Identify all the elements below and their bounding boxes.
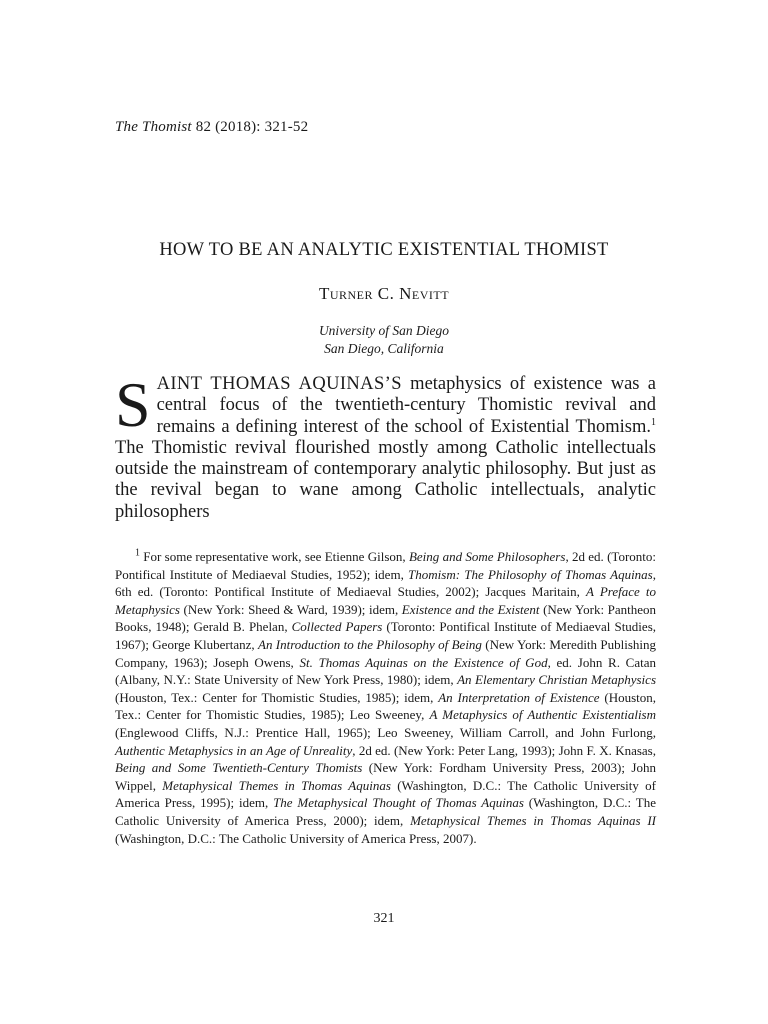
footnote-work-title: St. Thomas Aquinas on the Existence of God (299, 654, 548, 670)
footnote-text-run: (Washington, D.C.: The Catholic University of America Press, 2000); idem, (115, 795, 657, 828)
footnote (115, 548, 656, 847)
journal-name: The Thomist (115, 119, 192, 135)
article-title: HOW TO BE AN ANALYTIC EXISTENTIAL THOMIST (159, 240, 609, 260)
footnote-text (115, 549, 656, 846)
body-text-part1: metaphysics of existence was a central focus of the twentieth-century Thomistic revival and remains a defining interest of the school of Existential Thomism. (156, 374, 656, 437)
body-paragraph (115, 369, 656, 523)
article-author: Turner C. Nevitt (318, 284, 450, 303)
affiliation-institution: University of San Diego (318, 323, 450, 338)
footnote-text-run: (Toronto: Pontifical Institute of Mediaeval Studies, 1967); George Klubertanz, (115, 619, 657, 652)
footnote-text-run: (Houston, Tex.: Center for Thomistic Studies, 1985); idem, (115, 689, 439, 705)
lead-caps: AINT THOMAS AQUINAS’S (156, 374, 402, 394)
footnote-text-run: (Washington, D.C.: The Catholic University of America Press, 1995); idem, (115, 777, 656, 811)
footnote-text-run: (New York: Pantheon Books, 1948); Gerald B. Phelan, (115, 601, 656, 635)
footnote-work-title: An Introduction to the Philosophy of Being (258, 636, 482, 652)
author-affiliation (0, 322, 768, 358)
affiliation-location: San Diego, California (324, 341, 444, 356)
footnote-work-title: Thomism: The Philosophy of Thomas Aquinas (408, 566, 653, 582)
footnote-text-run: (New York: Fordham University Press, 2003); John Wippel, (115, 760, 656, 793)
footnote-paragraph (115, 548, 656, 847)
footnote-work-title: Collected Papers (291, 619, 383, 635)
footnote-text-run: (Houston, Tex.: Center for Thomistic Studies, 1985); Leo Sweeney, (115, 689, 657, 723)
footnote-work-title: Existence and the Existent (401, 601, 540, 617)
footnote-marker: 1 (135, 547, 140, 559)
footnote-text-run: (Englewood Cliffs, N.J.: Prentice Hall, 1965); Leo Sweeney, William Carroll, and John Furlong, (115, 724, 656, 740)
footnote-work-title: A Metaphysics of Authentic Existentialism (429, 707, 656, 723)
footnote-text-run: (New York: Meredith Publishing Company, 1963); Joseph Owens, (115, 636, 657, 670)
footnote-text-run: , 2d ed. (New York: Peter Lang, 1993); John F. X. Knasas, (352, 742, 656, 758)
footnote-text-run: For some representative work, see Etienne Gilson, (140, 549, 409, 564)
body-text-part2: The Thomistic revival flourished mostly among Catholic intellectuals outside the mainstream of contemporary analytic philosophy. But just as the revival began to wane among Catholic intellectuals, analytic philosophers (115, 437, 656, 522)
footnote-text-run: (New York: Sheed & Ward, 1939); idem, (179, 601, 402, 617)
footnote-work-title: Being and Some Philosophers (408, 549, 566, 564)
footnote-text-run: , ed. John R. Catan (Albany, N.Y.: State University of New York Press, 1980); idem, (115, 654, 656, 688)
footnote-work-title: An Elementary Christian Metaphysics (457, 672, 657, 688)
footnote-work-title: Being and Some Twentieth-Century Thomists (115, 760, 363, 776)
footnote-work-title: Authentic Metaphysics in an Age of Unreality (115, 742, 353, 758)
page-number: 321 (373, 911, 395, 926)
citation-volume: 82 (2018): 321-52 (191, 119, 309, 135)
footnote-work-title: Metaphysical Themes in Thomas Aquinas (162, 777, 391, 793)
drop-cap: S (115, 369, 151, 440)
journal-citation (115, 119, 308, 136)
footnote-text-run: (Washington, D.C.: The Catholic University of America Press, 2007). (115, 830, 477, 846)
footnote-reference[interactable]: 1 (651, 416, 656, 428)
footnote-text-run: , 6th ed. (Toronto: Pontifical Institute of Mediaeval Studies, 2002); Jacques Maritain, (115, 566, 656, 600)
footnote-work-title: The Metaphysical Thought of Thomas Aquinas (273, 795, 524, 811)
footnote-work-title: A Preface to Metaphysics (115, 584, 656, 617)
footnote-work-title: An Interpretation of Existence (438, 689, 600, 705)
footnote-text-run: , 2d ed. (Toronto: Pontifical Institute of Mediaeval Studies, 1952); idem, (115, 549, 657, 582)
footnote-work-title: Metaphysical Themes in Thomas Aquinas II (410, 812, 656, 828)
